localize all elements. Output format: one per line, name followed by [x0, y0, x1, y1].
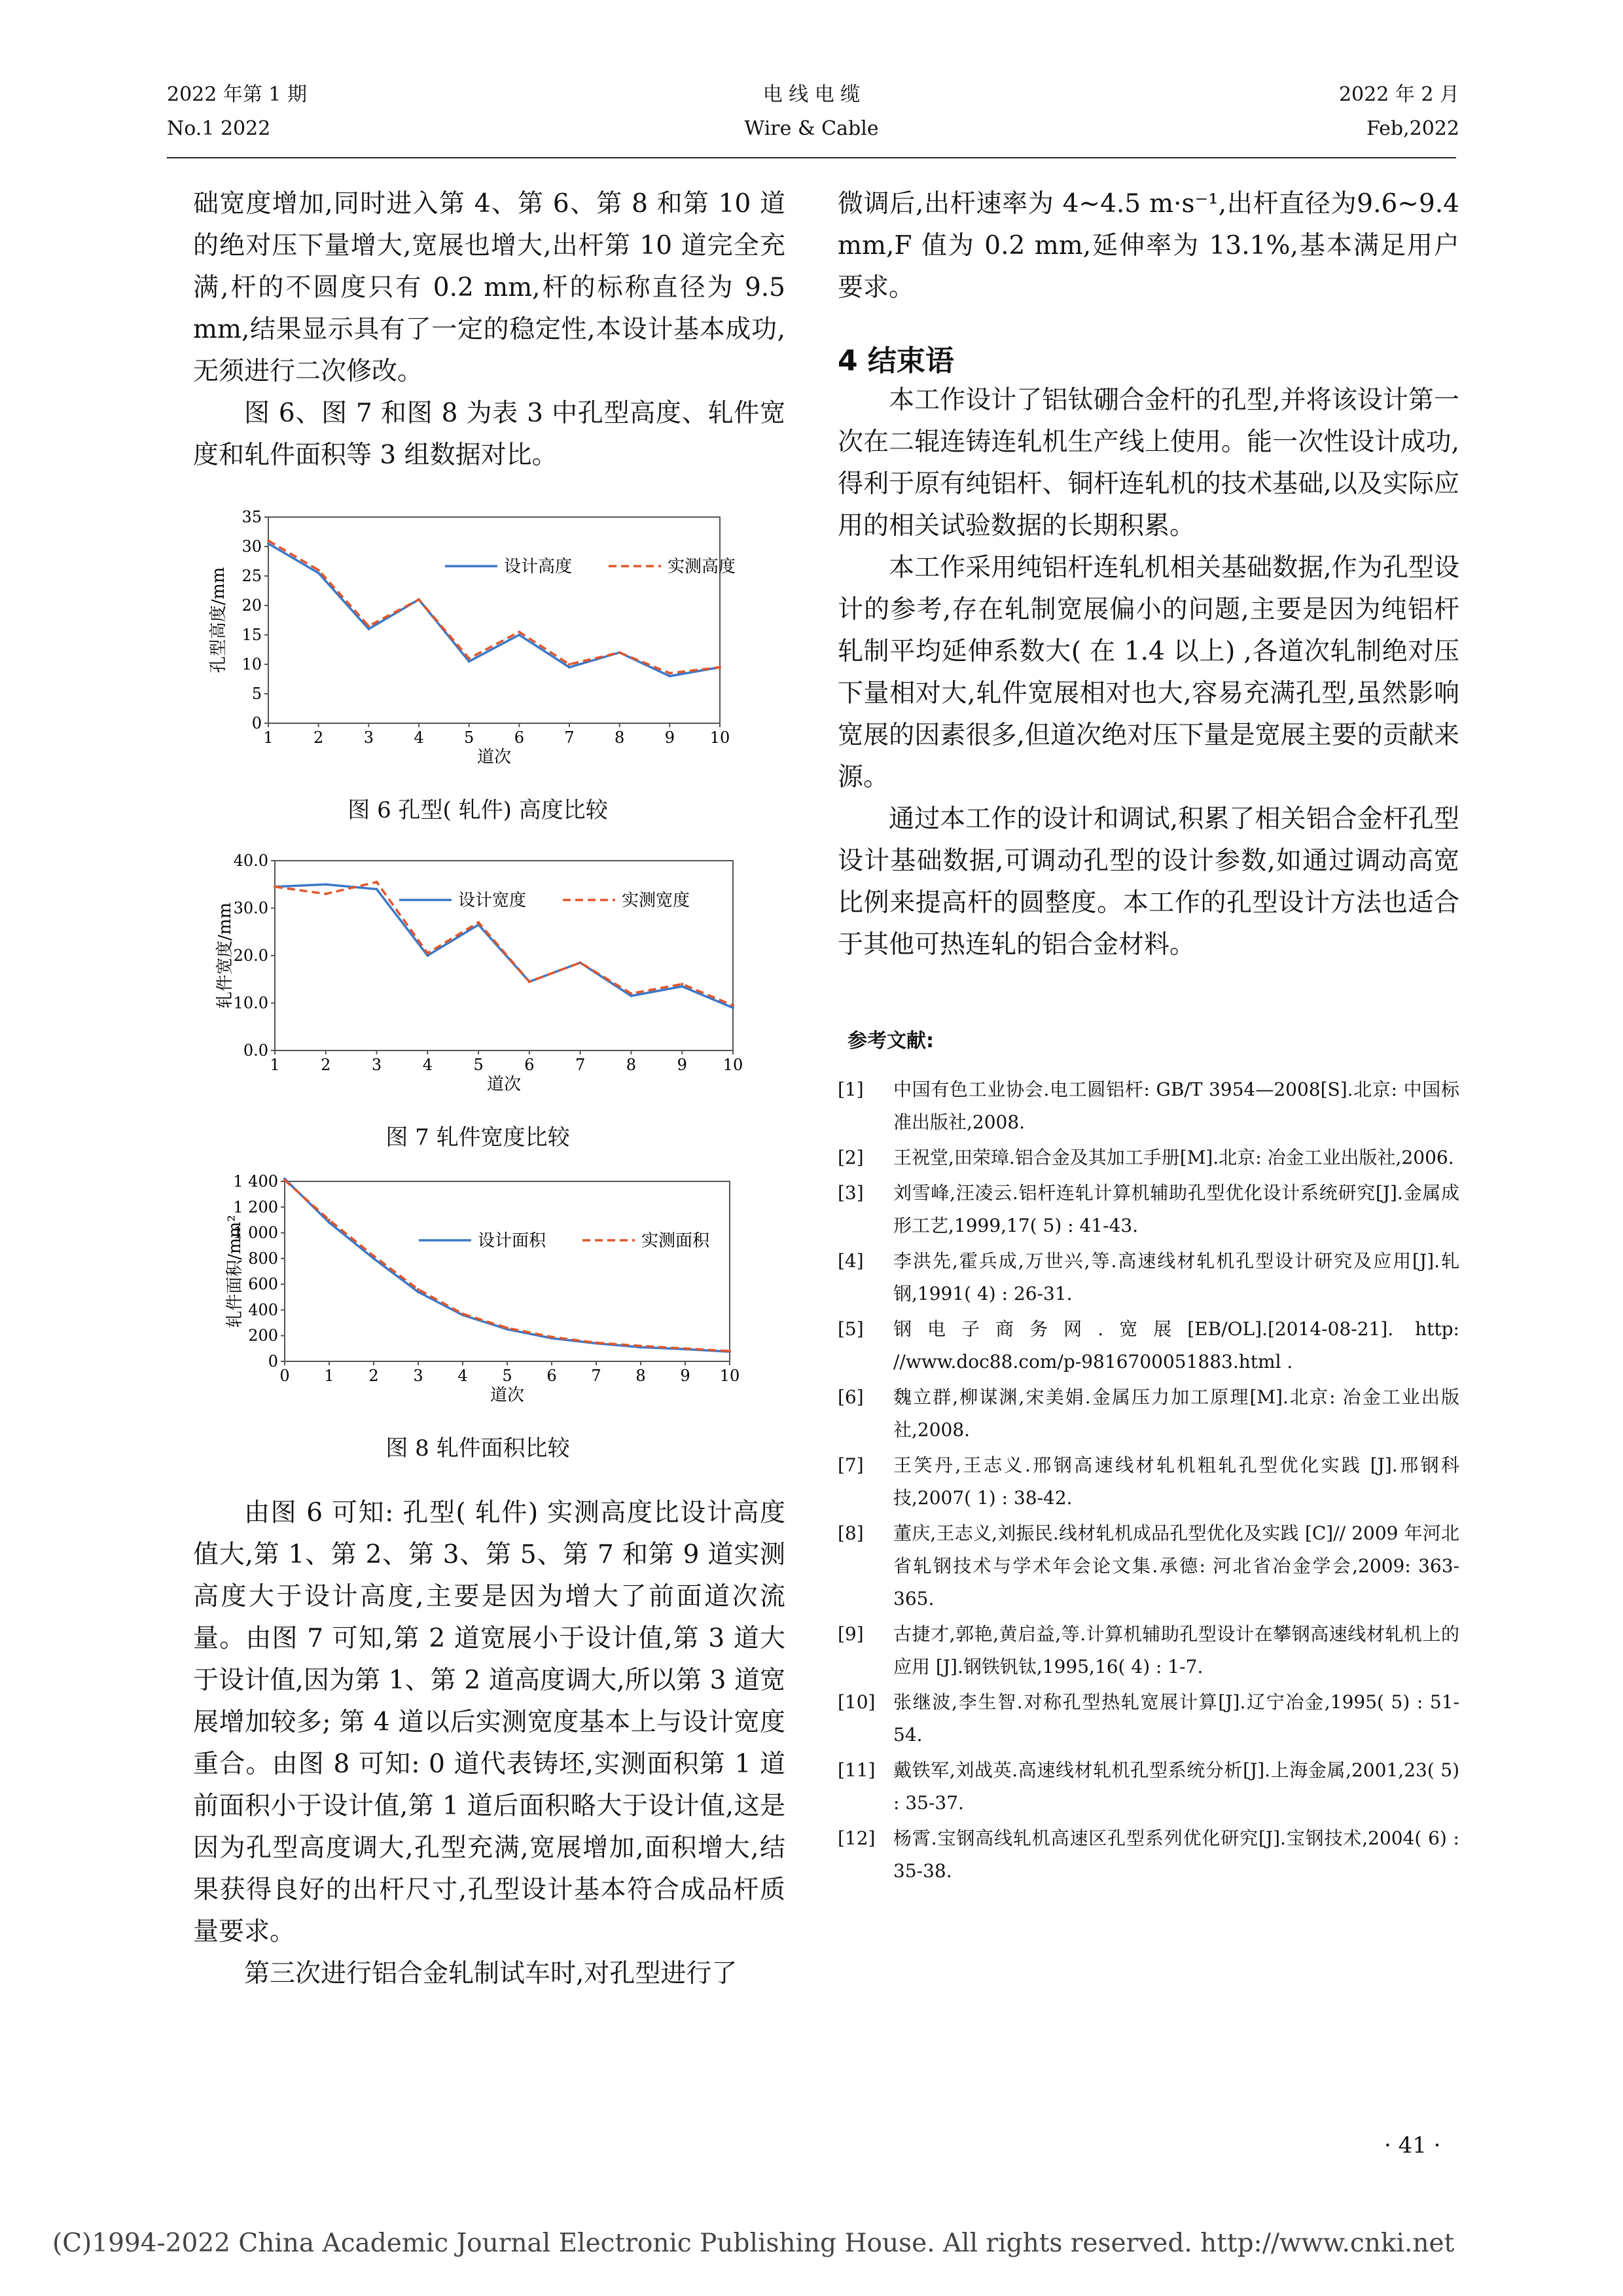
figure-7-caption: 图 7 轧件宽度比较	[385, 1124, 570, 1151]
reference-number: [1]	[838, 1079, 864, 1100]
measured-point	[719, 666, 721, 669]
measured-point	[528, 980, 531, 983]
y-tick-label: 1 400	[233, 1172, 278, 1191]
reference-number: [12]	[838, 1827, 876, 1849]
y-tick-label: 1 000	[233, 1223, 278, 1242]
plot-frame	[285, 1181, 730, 1361]
x-tick-label: 2	[368, 1367, 379, 1385]
reference-number: [9]	[838, 1623, 864, 1645]
y-tick-label: 1 200	[233, 1198, 278, 1217]
reference-number: [10]	[838, 1691, 876, 1713]
reference-text: 古捷才,郭艳,黄启益,等.计算机辅助孔型设计在攀钢高速线材轧机上的应用 [J].钢铁钒钛,1995,16( 4) : 1-7.	[893, 1623, 1459, 1677]
references-list	[838, 1073, 1459, 1890]
legend-label: 实测高度	[668, 557, 736, 577]
measured-point	[732, 1004, 734, 1007]
measured-point	[579, 961, 582, 964]
measured-point	[317, 569, 320, 571]
x-tick-label: 1	[270, 1056, 280, 1074]
left-paragraph-3: 由图 6 可知: 孔型( 轧件) 实测高度比设计高度值大,第 1、第 2、第 3、第 5、第 7 和第 9 道实测高度大于设计高度,主要是因为增大了前面道次流量。由图 7 可知,第 2 道宽展小于设计值,第 3 道大于设计值,因为第 1、第 2 道高度调大,所以第 3 道宽展增加较多; 第 4 道以后实测宽度基本上与设计宽度重合。由图 8 可知: 0 道代表铸坯,实测面积第 1 道前面积小于设计值,第 1 道后面积略大于设计值,这是因为孔型高度调大,孔型充满,宽展增加,面积增大,结果获得良好的出杆尺寸,孔型设计基本符合成品杆质量要求。	[193, 1498, 785, 1946]
y-tick-label: 20	[241, 596, 262, 615]
left-column-lower	[193, 1492, 785, 1995]
design-series-line	[285, 1179, 730, 1352]
x-tick-label: 5	[473, 1056, 484, 1074]
reference-text: 魏立群,柳谋渊,宋美娟.金属压力加工原理[M].北京: 冶金工业出版社,2008.	[893, 1386, 1459, 1441]
design-point	[468, 660, 471, 663]
x-tick-label: 6	[546, 1367, 557, 1385]
header-date-en: Feb,2022	[1366, 117, 1459, 140]
x-axis-label: 道次	[490, 1386, 525, 1405]
x-tick-label: 3	[371, 1056, 382, 1074]
y-tick-label: 0.0	[243, 1041, 268, 1060]
left-paragraph-2: 图 6、图 7 和图 8 为表 3 中孔型高度、轧件宽度和轧件面积等 3 组数据对比。	[193, 399, 785, 470]
x-tick-label: 2	[313, 728, 324, 747]
y-tick-label: 0	[268, 1352, 278, 1371]
header-issue	[167, 82, 307, 142]
x-tick-label: 5	[464, 728, 474, 747]
design-point	[732, 1007, 734, 1009]
legend-label: 设计宽度	[458, 891, 527, 910]
copyright-footer: (C)1994-2022 China Academic Journal Electronic Publishing House. All rights reserved. http://www.cnki.net	[52, 2229, 1455, 2258]
y-tick-label: 10.0	[233, 994, 268, 1013]
figure-8-chart	[196, 1168, 759, 1417]
y-tick-label: 5	[251, 685, 262, 703]
y-tick-label: 35	[241, 508, 262, 526]
design-point	[630, 995, 632, 997]
header-journal-en: Wire & Cable	[744, 117, 879, 140]
measured-point	[468, 657, 471, 660]
reference-item	[838, 1381, 1459, 1446]
reference-item	[838, 1141, 1459, 1174]
y-tick-label: 400	[248, 1300, 278, 1319]
figure-8-caption: 图 8 轧件面积比较	[385, 1435, 570, 1462]
y-axis-label: 孔型高度/mm	[209, 567, 228, 673]
design-point	[426, 954, 429, 957]
design-point	[668, 675, 671, 677]
design-point	[325, 883, 327, 886]
right-paragraph-3: 本工作采用纯铝杆连轧机相关基础数据,作为孔型设计的参考,存在轧制宽展偏小的问题,主要是因为纯铝杆轧制平均延伸系数大( 在 1.4 以上) ,各道次轧制绝对压下量相对大,轧件宽展相对也大,容易充满孔型,虽然影响宽展的因素很多,但道次绝对压下量是宽展主要的贡献来源。	[838, 553, 1459, 792]
measured-point	[376, 881, 378, 884]
reference-number: [5]	[838, 1318, 864, 1340]
measured-point	[372, 1255, 375, 1257]
reference-item	[838, 1073, 1459, 1139]
measured-point	[550, 1336, 553, 1338]
x-tick-label: 8	[635, 1367, 646, 1385]
x-tick-label: 1	[263, 728, 274, 747]
y-tick-label: 600	[248, 1275, 278, 1294]
y-tick-label: 40.0	[233, 852, 268, 870]
y-axis-label: 轧件面积/mm²	[225, 1215, 245, 1328]
measured-point	[426, 952, 429, 954]
x-tick-label: 0	[279, 1367, 290, 1385]
right-paragraph-4: 通过本工作的设计和调试,积累了相关铝合金杆孔型设计基础数据,可调动孔型的设计参数,如通过调动高宽比例来提高杆的圆整度。本工作的孔型设计方法也适合于其他可热连轧的铝合金材料。	[838, 804, 1459, 960]
header-date-cn: 2022 年 2 月	[1338, 83, 1459, 106]
measured-point	[283, 1179, 286, 1181]
x-tick-label: 4	[457, 1367, 468, 1385]
measured-point	[274, 886, 276, 888]
x-tick-label: 4	[422, 1056, 433, 1074]
reference-number: [4]	[838, 1250, 864, 1272]
design-point	[518, 634, 520, 636]
figure-6-chart	[196, 504, 759, 779]
reference-number: [2]	[838, 1147, 864, 1168]
measured-point	[477, 921, 480, 924]
x-tick-label: 9	[664, 728, 675, 747]
left-column	[193, 183, 785, 476]
y-tick-label: 200	[248, 1326, 278, 1345]
measured-point	[328, 1219, 330, 1221]
legend-label: 设计面积	[478, 1231, 546, 1251]
x-tick-label: 10	[719, 1367, 740, 1385]
measured-point	[367, 625, 370, 628]
x-tick-label: 7	[575, 1056, 586, 1074]
measured-point	[418, 598, 420, 601]
reference-number: [11]	[838, 1759, 876, 1781]
x-tick-label: 10	[709, 728, 730, 747]
reference-text: 杨霄.宝钢高线轧机高速区孔型系列优化研究[J].宝钢技术,2004( 6) : 35-38.	[893, 1827, 1459, 1882]
y-tick-label: 15	[241, 626, 262, 644]
reference-number: [3]	[838, 1182, 864, 1204]
measured-point	[595, 1342, 597, 1344]
reference-item	[838, 1177, 1459, 1242]
x-tick-label: 1	[324, 1367, 334, 1385]
header-issue-en: No.1 2022	[167, 117, 271, 140]
x-tick-label: 5	[502, 1367, 512, 1385]
left-paragraph-1: 础宽度增加,同时进入第 4、第 6、第 8 和第 10 道的绝对压下量增大,宽展也增大,出杆第 10 道完全充满,杆的不圆度只有 0.2 mm,杆的标称直径为 9.5 mm,结果显示具有了一定的稳定性,本设计基本成功,无须进行二次修改。	[193, 189, 785, 386]
right-column	[838, 183, 1459, 309]
x-tick-label: 4	[414, 728, 424, 747]
reference-text: 张继波,李生智.对称孔型热轧宽展计算[J].辽宁冶金,1995( 5) : 51-54.	[893, 1691, 1459, 1746]
header-issue-cn: 2022 年第 1 期	[167, 83, 308, 106]
design-series-line	[268, 544, 720, 677]
y-tick-label: 30	[241, 537, 262, 556]
measured-point	[684, 1347, 687, 1350]
reference-item	[838, 1245, 1459, 1310]
conclusion-text	[838, 380, 1459, 966]
left-paragraph-4: 第三次进行铝合金轧制试车时,对孔型进行了	[244, 1959, 738, 1988]
figure-7-chart	[196, 848, 759, 1109]
reference-text: 王笑丹,王志义.邢钢高速线材轧机粗轧孔型优化实践 [J].邢钢科技,2007( 1) : 38-42.	[893, 1454, 1459, 1509]
x-tick-label: 9	[677, 1056, 687, 1074]
y-tick-label: 800	[248, 1249, 278, 1268]
right-paragraph-2: 本工作设计了铝钛硼合金杆的孔型,并将该设计第一次在二辊连铸连轧机生产线上使用。能一次性设计成功,得利于原有纯铝杆、铜杆连轧机的技术基础,以及实际应用的相关试验数据的长期积累。	[838, 386, 1459, 541]
measured-series-line	[268, 541, 720, 673]
x-axis-label: 道次	[486, 1075, 522, 1094]
reference-text: 刘雪峰,汪凌云.铝杆连轧计算机辅助孔型优化设计系统研究[J].金属成形工艺,1999,17( 5) : 41-43.	[893, 1182, 1459, 1236]
y-tick-label: 30.0	[233, 899, 268, 918]
measured-point	[325, 893, 327, 895]
measured-point	[417, 1288, 419, 1291]
design-point	[568, 666, 571, 669]
figure-6-caption: 图 6 孔型( 轧件) 高度比较	[348, 797, 608, 823]
measured-point	[461, 1312, 464, 1315]
measured-point	[568, 663, 571, 666]
measured-point	[630, 992, 632, 995]
x-tick-label: 7	[564, 728, 575, 747]
legend-label: 实测面积	[641, 1231, 710, 1251]
design-point	[328, 1221, 330, 1224]
right-paragraph-1: 微调后,出杆速率为 4~4.5 m·s⁻¹,出杆直径为9.6~9.4 mm,F 值为 0.2 mm,延伸率为 13.1%,基本满足用户要求。	[838, 189, 1459, 302]
y-axis-label: 轧件宽度/mm	[215, 902, 235, 1009]
reference-item	[838, 1822, 1459, 1888]
reference-item	[838, 1754, 1459, 1820]
reference-text: 戴铁军,刘战英.高速线材轧机孔型系统分析[J].上海金属,2001,23( 5) : 35-37.	[893, 1759, 1459, 1814]
reference-text: 钢电子商务网.宽展[EB/OL].[2014-08-21]. http: //www.doc88.com/p-9816700051883.html .	[893, 1318, 1459, 1372]
x-tick-label: 3	[413, 1367, 423, 1385]
x-tick-label: 8	[626, 1056, 637, 1074]
measured-point	[681, 983, 683, 986]
x-axis-label: 道次	[476, 747, 512, 767]
header-journal	[681, 82, 942, 142]
reference-text: 董庆,王志义,刘振民.线材轧机成品孔型优化及实践 [C]// 2009 年河北省轧钢技术与学术年会论文集.承德: 河北省冶金学会,2009: 363-365.	[893, 1522, 1459, 1609]
design-point	[681, 985, 683, 988]
x-tick-label: 10	[722, 1056, 743, 1074]
x-tick-label: 8	[615, 728, 625, 747]
y-tick-label: 0	[251, 714, 262, 732]
design-point	[376, 888, 378, 891]
references-title: 参考文献:	[847, 1030, 934, 1052]
reference-number: [8]	[838, 1522, 864, 1544]
plot-frame	[268, 517, 720, 723]
measured-point	[639, 1344, 642, 1347]
header-rule	[167, 157, 1456, 158]
header-date	[1243, 82, 1459, 142]
y-tick-label: 10	[241, 655, 262, 673]
measured-series-line	[285, 1180, 730, 1351]
measured-point	[518, 631, 520, 634]
design-point	[367, 628, 370, 630]
reference-text: 王祝堂,田荣璋.铝合金及其加工手册[M].北京: 冶金工业出版社,2006.	[893, 1147, 1454, 1168]
page-number: · 41 ·	[1384, 2132, 1441, 2159]
measured-point	[668, 672, 671, 675]
measured-point	[728, 1350, 731, 1352]
x-tick-label: 2	[321, 1056, 331, 1074]
reference-item	[838, 1449, 1459, 1515]
reference-text: 李洪先,霍兵成,万世兴,等.高速线材轧机孔型设计研究及应用[J].轧钢,1991( 4) : 26-31.	[893, 1250, 1459, 1304]
reference-item	[838, 1313, 1459, 1378]
reference-number: [6]	[838, 1386, 864, 1408]
reference-item	[838, 1686, 1459, 1751]
reference-text: 中国有色工业协会.电工圆铝杆: GB/T 3954—2008[S].北京: 中国标准出版社,2008.	[893, 1079, 1459, 1133]
x-tick-label: 3	[363, 728, 374, 747]
legend-label: 设计高度	[504, 557, 573, 577]
measured-point	[267, 539, 270, 542]
reference-item	[838, 1517, 1459, 1615]
design-point	[267, 543, 270, 545]
x-tick-label: 9	[680, 1367, 690, 1385]
measured-point	[618, 651, 621, 654]
design-point	[317, 572, 320, 575]
legend-label: 实测宽度	[622, 891, 690, 910]
reference-item	[838, 1618, 1459, 1683]
header-journal-cn: 电 线 电 缆	[762, 83, 861, 106]
y-tick-label: 20.0	[233, 946, 268, 965]
reference-number: [7]	[838, 1454, 864, 1476]
x-tick-label: 6	[514, 728, 524, 747]
section-title: 4 结束语	[838, 344, 954, 378]
x-tick-label: 6	[524, 1056, 535, 1074]
x-tick-label: 7	[591, 1367, 601, 1385]
measured-point	[506, 1327, 508, 1329]
y-tick-label: 25	[241, 567, 262, 585]
